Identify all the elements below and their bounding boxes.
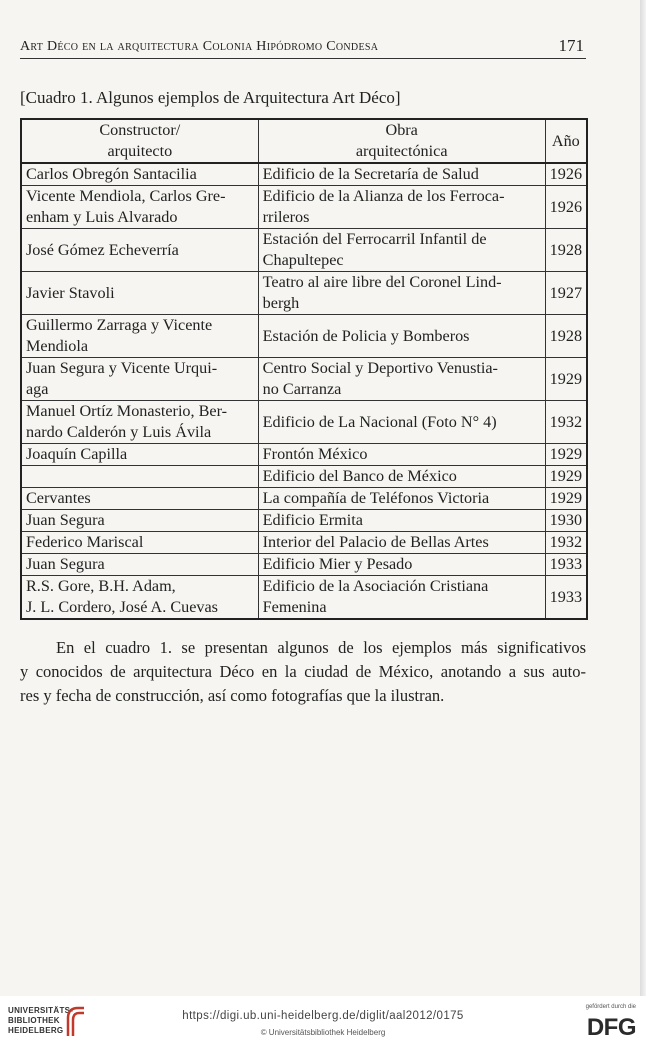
body-paragraph xyxy=(20,636,586,708)
funder-note: gefördert durch die xyxy=(585,1004,636,1010)
cell-obra: Edificio Mier y Pesado xyxy=(258,554,545,576)
header-constructor: Constructor/ arquitecto xyxy=(21,119,258,163)
table-row xyxy=(21,163,587,186)
copyright-text: © Universitätsbibliothek Heidelberg xyxy=(260,1028,386,1037)
table-row xyxy=(21,554,587,576)
cell-constructor xyxy=(21,466,258,488)
library-logo-text: UNIVERSITÄTS- BIBLIOTHEK HEIDELBERG xyxy=(8,1006,74,1035)
cell-obra: Frontón México xyxy=(258,444,545,466)
cell-constructor: Vicente Mendiola, Carlos Gre- enham y Luis Alvarado xyxy=(21,186,258,229)
cell-constructor: Joaquín Capilla xyxy=(21,444,258,466)
table-row xyxy=(21,510,587,532)
cell-obra: La compañía de Teléfonos Victoria xyxy=(258,488,545,510)
cell-constructor: R.S. Gore, B.H. Adam, J. L. Cordero, José A. Cuevas xyxy=(21,576,258,620)
cell-anio: 1926 xyxy=(545,186,587,229)
cell-constructor: Guillermo Zarraga y Vicente Mendiola xyxy=(21,315,258,358)
cell-anio: 1930 xyxy=(545,510,587,532)
cell-obra: Edificio del Banco de México xyxy=(258,466,545,488)
cell-anio: 1929 xyxy=(545,444,587,466)
cell-constructor: Juan Segura xyxy=(21,510,258,532)
table-row xyxy=(21,576,587,620)
cell-constructor: José Gómez Echeverría xyxy=(21,229,258,272)
table-row xyxy=(21,401,587,444)
cell-anio: 1926 xyxy=(545,163,587,186)
table-caption: [Cuadro 1. Algunos ejemplos de Arquitectura Art Déco] xyxy=(20,88,401,107)
page-number: 171 xyxy=(558,36,584,55)
table-body xyxy=(21,163,587,619)
cell-anio: 1929 xyxy=(545,466,587,488)
page-edge xyxy=(640,0,646,1048)
table-row xyxy=(21,315,587,358)
cell-anio: 1928 xyxy=(545,229,587,272)
dfg-logo-text: DFG xyxy=(586,1014,636,1041)
cell-constructor: Cervantes xyxy=(21,488,258,510)
running-header xyxy=(20,36,586,59)
cell-obra: Edificio de la Alianza de los Ferroca- rrileros xyxy=(258,186,545,229)
paragraph-line: En el cuadro 1. se presentan algunos de los ejemplos más significativos xyxy=(56,638,586,657)
cell-obra: Teatro al aire libre del Coronel Lind- bergh xyxy=(258,272,545,315)
table-header-row xyxy=(21,119,587,163)
paragraph-line: y conocidos de arquitectura Déco en la ciudad de México, anotando a sus auto- xyxy=(20,662,586,681)
cell-obra: Estación de Policia y Bomberos xyxy=(258,315,545,358)
cell-obra: Edificio de la Secretaría de Salud xyxy=(258,163,545,186)
cell-obra: Edificio de la Asociación Cristiana Femenina xyxy=(258,576,545,620)
cell-obra: Interior del Palacio de Bellas Artes xyxy=(258,532,545,554)
cell-anio: 1929 xyxy=(545,358,587,401)
table-row xyxy=(21,444,587,466)
cell-anio: 1932 xyxy=(545,401,587,444)
architecture-table xyxy=(20,118,588,620)
cell-constructor: Carlos Obregón Santacilia xyxy=(21,163,258,186)
cell-anio: 1932 xyxy=(545,532,587,554)
header-anio: Año xyxy=(545,119,587,163)
cell-anio: 1933 xyxy=(545,554,587,576)
cell-obra: Edificio Ermita xyxy=(258,510,545,532)
paragraph-line: res y fecha de construcción, así como fotografías que la ilustran. xyxy=(20,686,445,705)
cell-constructor: Javier Stavoli xyxy=(21,272,258,315)
table-row xyxy=(21,272,587,315)
cell-obra: Edificio de La Nacional (Foto N° 4) xyxy=(258,401,545,444)
digitization-footer xyxy=(0,996,646,1048)
dfg-logo[interactable] xyxy=(576,1002,636,1042)
cell-obra: Estación del Ferrocarril Infantil de Chapultepec xyxy=(258,229,545,272)
header-obra: Obra arquitectónica xyxy=(258,119,545,163)
table-row xyxy=(21,186,587,229)
cell-constructor: Manuel Ortíz Monasterio, Ber- nardo Calderón y Luis Ávila xyxy=(21,401,258,444)
cell-anio: 1933 xyxy=(545,576,587,620)
cell-anio: 1929 xyxy=(545,488,587,510)
table-row xyxy=(21,229,587,272)
cell-obra: Centro Social y Deportivo Venustia- no Carranza xyxy=(258,358,545,401)
source-link[interactable]: https://digi.ub.uni-heidelberg.de/diglit/aal2012/0175 xyxy=(182,1010,464,1022)
table-row xyxy=(21,488,587,510)
table-row xyxy=(21,466,587,488)
cell-constructor: Juan Segura xyxy=(21,554,258,576)
running-title: Art Déco en la arquitectura Colonia Hipódromo Condesa xyxy=(20,39,379,54)
cell-constructor: Juan Segura y Vicente Urqui- aga xyxy=(21,358,258,401)
cell-anio: 1927 xyxy=(545,272,587,315)
table-row xyxy=(21,358,587,401)
cell-anio: 1928 xyxy=(545,315,587,358)
cell-constructor: Federico Mariscal xyxy=(21,532,258,554)
table-row xyxy=(21,532,587,554)
